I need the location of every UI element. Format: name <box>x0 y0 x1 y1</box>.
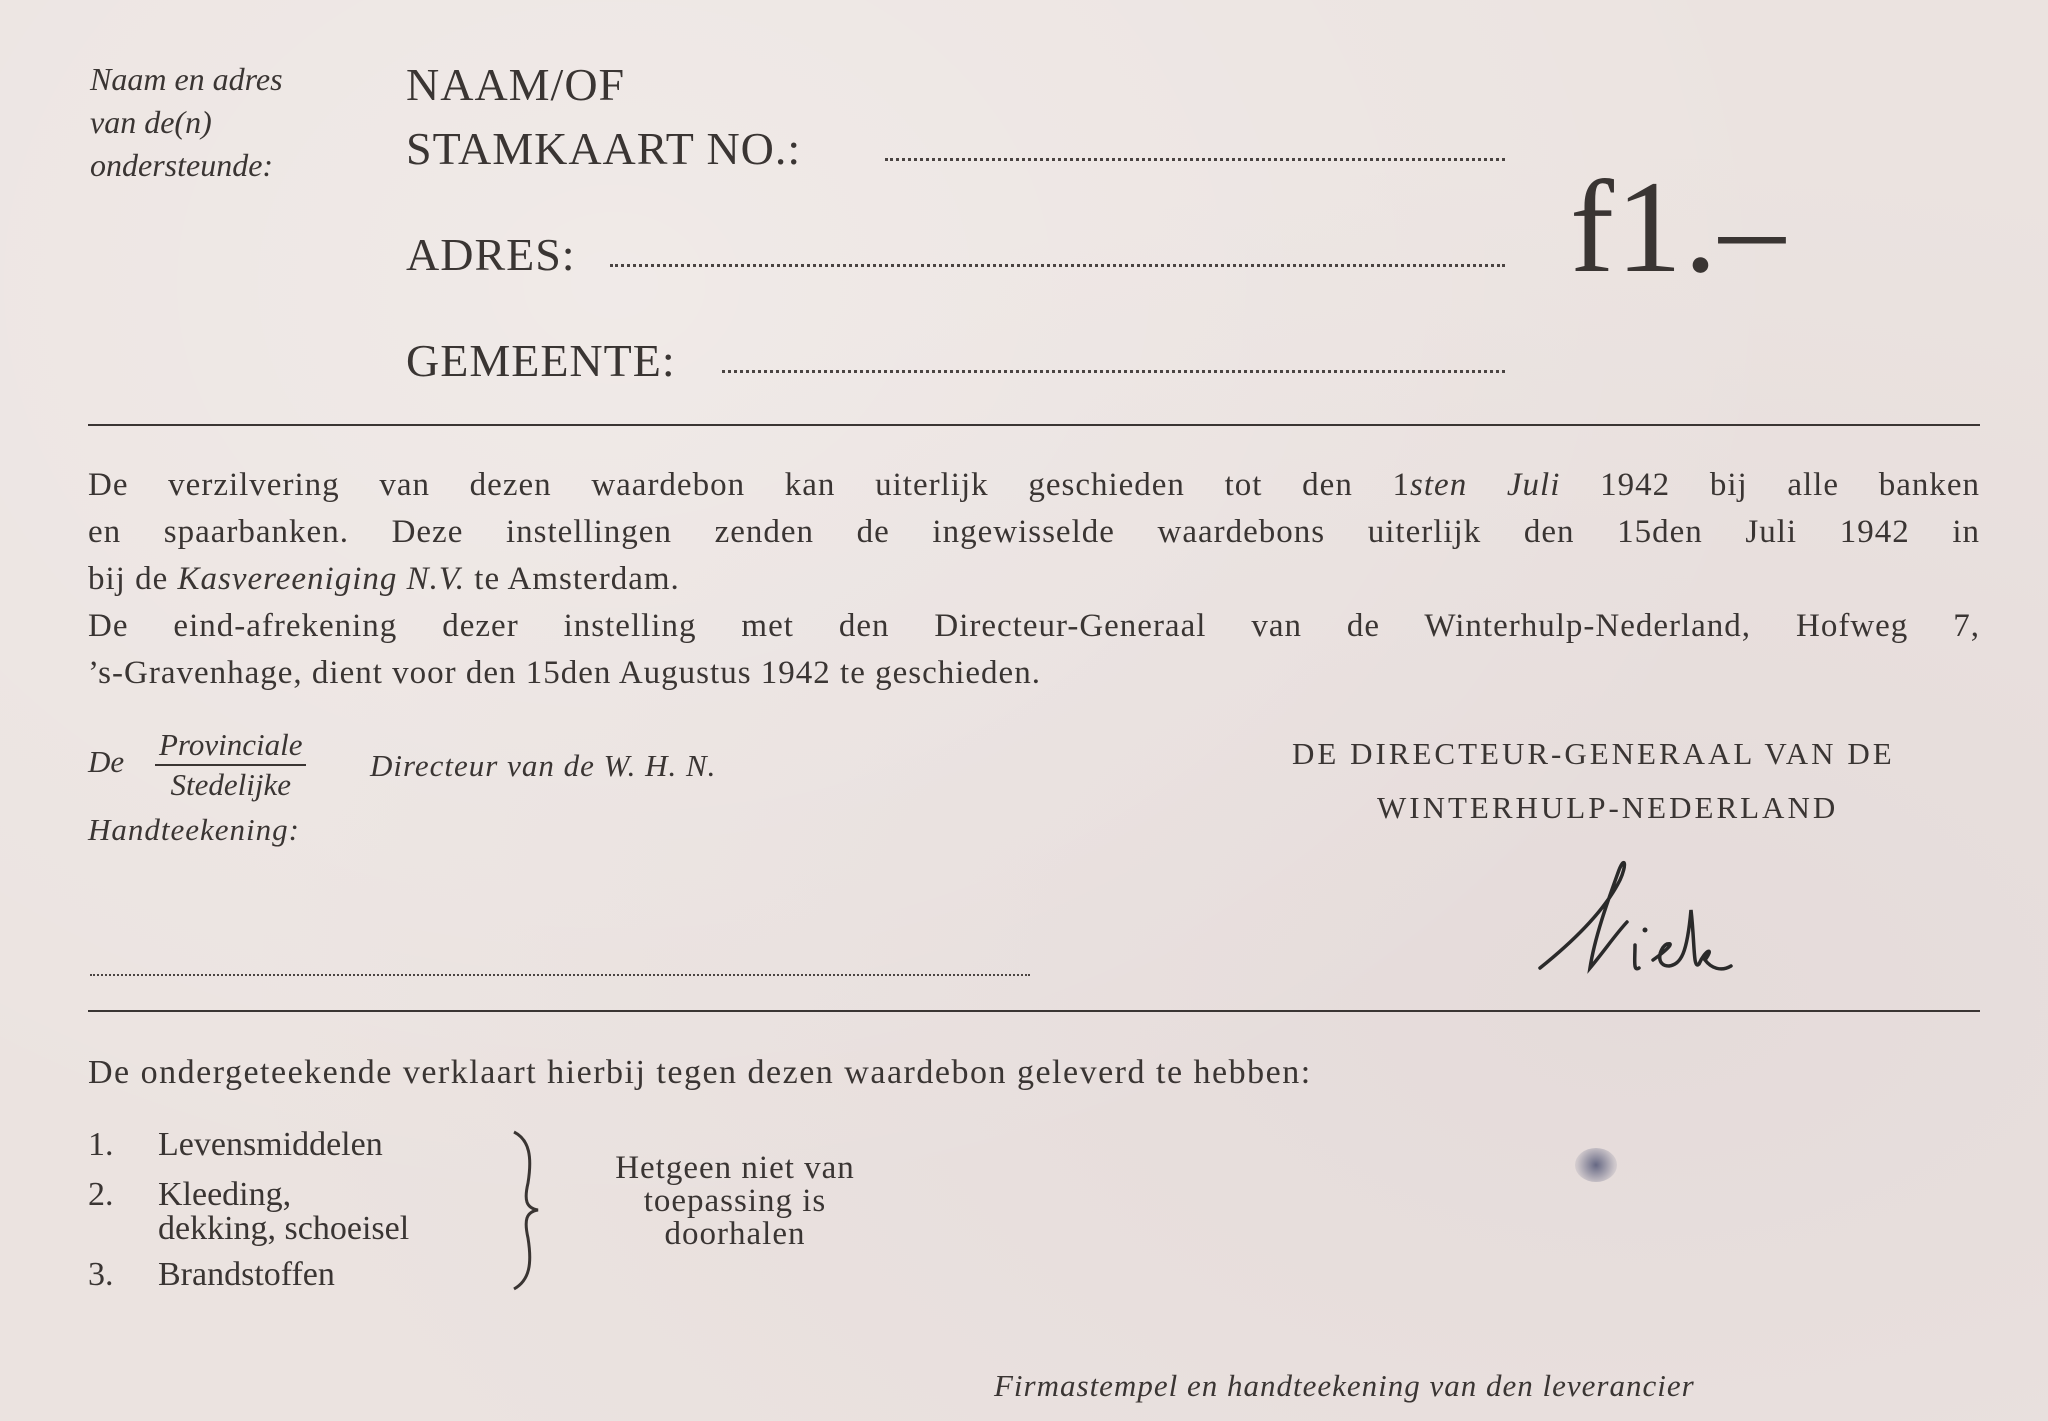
note-line3: doorhalen <box>664 1216 806 1252</box>
card-number-label: STAMKAART NO.: <box>406 123 802 174</box>
recipient-label <box>90 58 380 187</box>
director-general-line2: WINTERHULP-NEDERLAND <box>1377 790 1839 825</box>
director-general-signature <box>1535 850 1755 990</box>
address-label: ADRES: <box>406 229 576 280</box>
list-item-1-num: 1. <box>88 1126 114 1163</box>
terms-line1-b: 1942 bij alle banken <box>1560 467 1980 503</box>
terms-line1 <box>88 462 1980 509</box>
list-item-1-text: Levensmiddelen <box>158 1126 383 1163</box>
brace-icon <box>508 1128 548 1293</box>
recipient-label-line1: Naam en adres <box>90 61 283 97</box>
frac-stedelijke: Stedelijke <box>170 767 291 802</box>
municipality-label: GEMEENTE: <box>406 335 676 386</box>
card-number-field[interactable] <box>885 158 1505 161</box>
list-item-3-text: Brandstoffen <box>158 1256 335 1293</box>
director-type-fraction <box>155 726 306 804</box>
director-whn-label: Directeur van de W. H. N. <box>370 748 717 783</box>
address-field[interactable] <box>610 264 1505 267</box>
strike-through-note <box>560 1152 910 1251</box>
terms-line1-a: De verzilvering van dezen waardebon kan uiterlijk geschieden tot den 1 <box>88 467 1411 503</box>
terms-line2: en spaarbanken. Deze instellingen zenden de ingewisselde waardebons uiterlijk den 15den Juli 1942 in <box>88 514 1980 550</box>
list-item-2-text: Kleeding, <box>158 1176 292 1213</box>
note-line2: toepassing is <box>643 1183 827 1219</box>
ink-blot <box>1575 1148 1617 1182</box>
amount-value: f1.– <box>1570 153 1787 300</box>
recipient-label-line3: ondersteunde: <box>90 147 274 183</box>
terms-line1-date: sten Juli <box>1410 467 1561 503</box>
municipality-field[interactable] <box>722 370 1505 373</box>
divider-bottom <box>88 1010 1980 1012</box>
list-item-2-num: 2. <box>88 1176 114 1213</box>
frac-provinciale: Provinciale <box>155 726 306 766</box>
divider-top <box>88 424 1980 426</box>
terms-line3 <box>88 556 1980 603</box>
list-item-2-text2: dekking, schoeisel <box>158 1210 410 1247</box>
settlement-line1: De eind-afrekening dezer instelling met den Directeur-Generaal van de Winterhulp-Nederland, Hofweg 7, <box>88 608 1980 644</box>
name-label: NAAM/OF <box>406 59 626 110</box>
delivery-statement: De ondergeteekende verklaart hierbij tegen dezen waardebon geleverd te hebben: <box>88 1054 1312 1091</box>
de-label: De <box>88 744 125 779</box>
recipient-label-line2: van de(n) <box>90 104 212 140</box>
settlement-line2: ’s-Gravenhage, dient voor den 15den Augustus 1942 te geschieden. <box>88 655 1041 691</box>
director-general-line1: DE DIRECTEUR-GENERAAL VAN DE <box>1292 736 1895 771</box>
handteekening-label: Handteekening: <box>88 812 300 847</box>
terms-text <box>88 462 1980 697</box>
terms-line3-a: bij de <box>88 561 178 597</box>
terms-line3-org: Kasvereeniging N.V. <box>177 561 466 597</box>
terms-line3-b: te Amsterdam. <box>465 561 680 597</box>
director-signature-field[interactable] <box>90 974 1030 976</box>
note-line1: Hetgeen niet van <box>615 1150 855 1186</box>
list-item-3-num: 3. <box>88 1256 114 1293</box>
supplier-signature-label: Firmastempel en handteekening van den leverancier <box>994 1368 1695 1403</box>
